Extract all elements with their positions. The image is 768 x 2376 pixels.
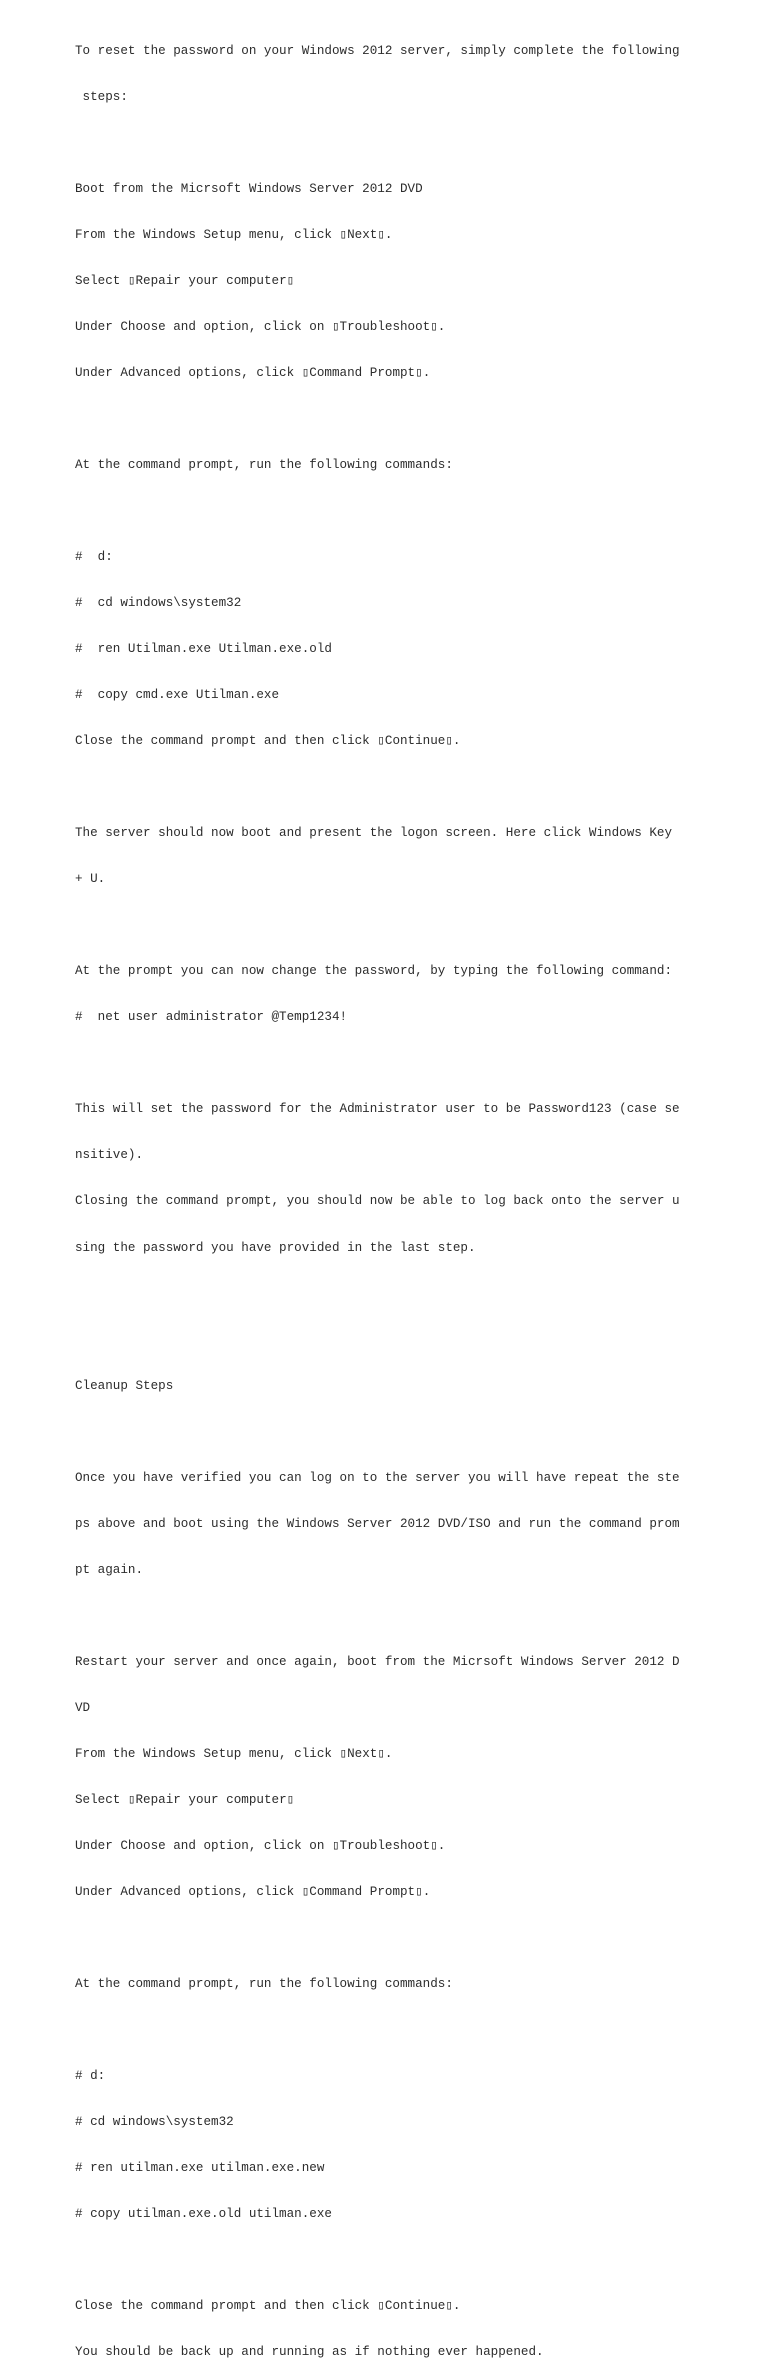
text-line: You should be back up and running as if nothing ever happened.	[75, 2345, 544, 2360]
text-line: This will set the password for the Administrator user to be Password123 (case se	[75, 1102, 680, 1117]
text-line: At the command prompt, run the following commands:	[75, 1977, 453, 1991]
text-line: pt again.	[75, 1562, 144, 1577]
text-line: Cleanup Steps	[75, 1378, 174, 1393]
text-line	[75, 504, 695, 519]
text-line: # ren utilman.exe utilman.exe.new	[75, 2161, 325, 2176]
text-line: Close the command prompt and then click ▯Continue▯.	[75, 734, 461, 749]
document-page	[75, 13, 695, 2376]
text-line	[75, 1425, 695, 1440]
text-line	[75, 1333, 695, 1348]
text-line: Restart your server and once again, boot from the Micrsoft Windows Server 2012 D	[75, 1654, 680, 1669]
text-line: sing the password you have provided in the last step.	[75, 1240, 476, 1255]
text-line	[75, 1609, 695, 1624]
text-line: Boot from the Micrsoft Windows Server 2012 DVD	[75, 181, 423, 196]
text-line: # copy utilman.exe.old utilman.exe	[75, 2207, 332, 2222]
text-line: From the Windows Setup menu, click ▯Next▯.	[75, 227, 393, 242]
text-line: Close the command prompt and then click ▯Continue▯.	[75, 2299, 461, 2314]
text-line: Closing the command prompt, you should now be able to log back onto the server u	[75, 1194, 680, 1209]
text-line: nsitive).	[75, 1148, 144, 1163]
text-line: # net user administrator @Temp1234!	[75, 1010, 348, 1025]
text-line: Under Advanced options, click ▯Command Prompt▯.	[75, 1884, 431, 1899]
text-line: # d:	[75, 2069, 106, 2084]
text-line	[75, 1931, 695, 1946]
text-line	[75, 1056, 695, 1071]
text-line: + U.	[75, 872, 106, 887]
text-line: Select ▯Repair your computer▯	[75, 1792, 295, 1807]
text-line: Under Choose and option, click on ▯Troubleshoot▯.	[75, 1838, 446, 1853]
text-line	[75, 780, 695, 795]
text-line: Once you have verified you can log on to the server you will have repeat the ste	[75, 1470, 680, 1485]
text-line: # d:	[75, 550, 113, 565]
text-line: # ren Utilman.exe Utilman.exe.old	[75, 642, 332, 657]
text-line: To reset the password on your Windows 2012 server, simply complete the following	[75, 43, 680, 58]
text-line	[75, 136, 695, 151]
text-line: Under Advanced options, click ▯Command Prompt▯.	[75, 365, 431, 380]
text-line	[75, 2023, 695, 2038]
text-line: VD	[75, 1700, 91, 1715]
text-line: # copy cmd.exe Utilman.exe	[75, 688, 280, 703]
text-line	[75, 2253, 695, 2268]
text-line	[75, 412, 695, 427]
text-line: The server should now boot and present the logon screen. Here click Windows Key	[75, 826, 673, 841]
text-line: From the Windows Setup menu, click ▯Next▯.	[75, 1746, 393, 1761]
text-line	[75, 918, 695, 933]
text-line	[75, 1287, 695, 1302]
text-line: ps above and boot using the Windows Server 2012 DVD/ISO and run the command prom	[75, 1516, 680, 1531]
text-line: At the prompt you can now change the password, by typing the following command:	[75, 964, 673, 979]
text-line: # cd windows\system32	[75, 596, 242, 611]
text-line: steps:	[75, 89, 128, 104]
text-line: Under Choose and option, click on ▯Troubleshoot▯.	[75, 319, 446, 334]
text-line: # cd windows\system32	[75, 2115, 234, 2130]
text-line: At the command prompt, run the following commands:	[75, 457, 453, 472]
text-line: Select ▯Repair your computer▯	[75, 273, 295, 288]
